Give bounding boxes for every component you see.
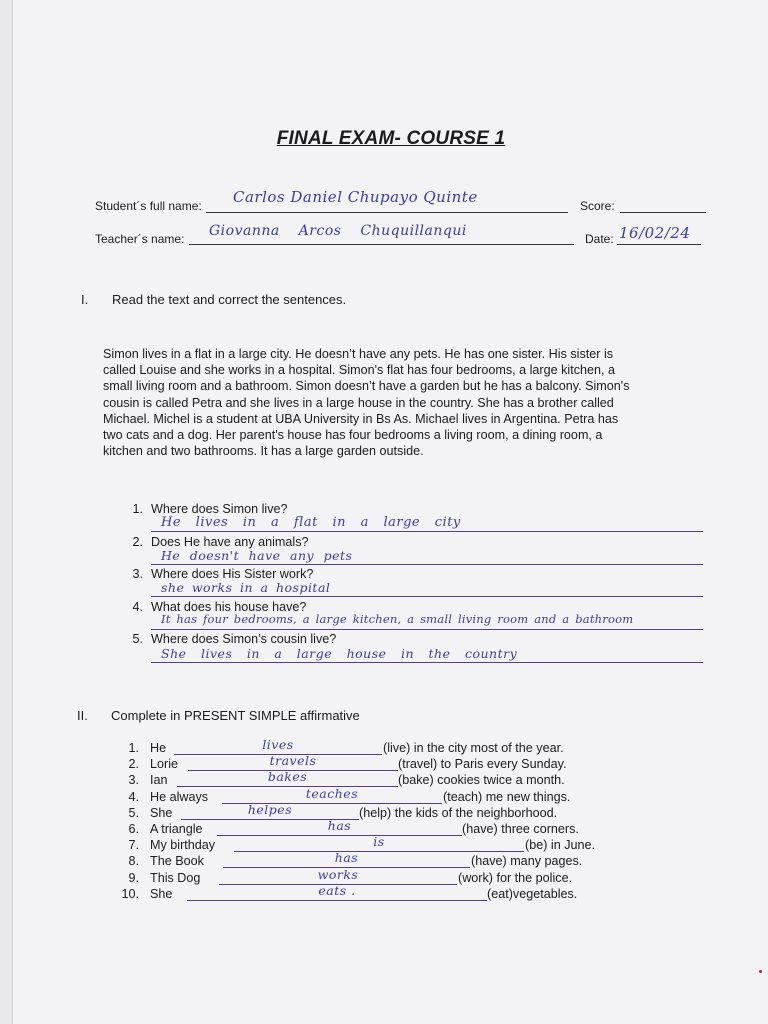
passage-line: Simon lives in a flat in a large city. He doesn’t have any pets. He has one sister. His sister is — [103, 347, 614, 361]
section-2-instruction: Complete in PRESENT SIMPLE affirmative — [111, 708, 360, 723]
exercise-answer: is — [373, 834, 385, 849]
score-line — [620, 198, 706, 213]
reading-passage — [103, 346, 729, 459]
exercise-answer: travels — [269, 753, 317, 768]
teacher-name-value: Giovanna Arcos Chuquillanqui — [209, 223, 467, 239]
date-value: 16/02/24 — [619, 224, 691, 242]
question-1: 1. Where does Simon live? — [132, 502, 288, 516]
question-3: 3. Where does His Sister work? — [132, 567, 314, 581]
section-2-numeral: II. — [77, 708, 88, 723]
answer-5: She lives in a large house in the country — [161, 646, 518, 661]
passage-line: Michael. Michel is a student at UBA University in Bs As. Michael lives in Argentina. Petra has — [103, 411, 619, 426]
student-name-value: Carlos Daniel Chupayo Quinte — [233, 188, 478, 206]
passage-line: kitchen and two bathrooms. It has a large garden outside. — [103, 444, 424, 459]
exercise-answer: lives — [262, 737, 294, 752]
question-2: 2. Does He have any animals? — [132, 535, 309, 549]
date-label: Date: — [585, 232, 614, 246]
section-1-instruction: Read the text and correct the sentences. — [112, 292, 347, 307]
exercise-answer: teaches — [305, 786, 359, 801]
ink-dot — [759, 970, 762, 973]
answer-2: He doesn't have any pets — [161, 548, 353, 563]
passage-line: called Louise and she works in a hospital. Simon's flat has four bedrooms, a large kitchen, a — [103, 363, 616, 378]
answer-3: she works in a hospital — [161, 580, 331, 595]
question-5: 5. Where does Simon’s cousin live? — [132, 632, 337, 646]
question-4: 4. What does his house have? — [132, 600, 307, 614]
answer-1: He lives in a flat in a large city — [161, 515, 461, 530]
exam-title: FINAL EXAM- COURSE 1 — [276, 128, 506, 149]
passage-line: cousin is called Petra and she lives in a large house in the country. She has a brother called — [103, 395, 614, 410]
exercise-answer: works — [317, 867, 359, 882]
score-label: Score: — [580, 199, 615, 213]
exercise-answer: has — [334, 850, 359, 865]
exercise-answer: eats . — [318, 883, 356, 898]
passage-line: small living room and a bathroom. Simon doesn’t have a garden but he has a balcony. Simon's — [103, 379, 630, 394]
teacher-name-label: Teacher´s name: — [95, 232, 185, 246]
passage-line: two cats and a dog. Her parent's house has four bedrooms a living room, a dining room, a — [103, 428, 603, 443]
exercise-answer: bakes — [267, 769, 308, 784]
exercise-answer: helpes — [247, 802, 293, 817]
student-name-label: Student´s full name: — [95, 199, 202, 213]
exam-sheet: FINAL EXAM- COURSE 1 Student´s full name: Carlos Daniel Chupayo Quinte Score: Teacher´s name: Giovanna Arcos Chuquillanqui Date: 16/02/24 I. Read the text and correct the sentences. Simon lives in a flat in a large city. He doesn’t have any pets. He has one sister. His sister is called Louise and she works in a hospital. Simon's flat has four bedrooms, a large kitchen, a small living room and a bathroom. Simon doesn’t have a garden but he has a balcony. Simon's cousin is called Petra and she lives in a large house in the country. She has a brother called Michael. Michel is a student at UBA University in Bs As. Michael lives in Argentina. Petra has two cats and a dog. Her parent's house has four bedrooms a living room, a dining room, a kitchen and two bathrooms. It has a large garden outside. 1. Where does Simon live? He lives in a flat in a large city 2. Does He have any animals? He doesn't have any pets 3. Where does His Sister work? she works in a hospital 4. What does his house have? It has four bedrooms, a large kitchen, a small living room and a bathroom 5. Where does Simon’s cousin live? She lives in a large house in the country II. Complete in PRESENT SIMPLE affirmative 1. He lives (live) in the city most of the year. 2. Lorie travels (travel) to Paris every Sunday. 3. Ian bakes (bake) cookies twice a month. 4. He always teaches (teach) me new things. 5. She helpes (help) the kids of the neighborhood. 6. A triangle has (have) three corners. 7. My birthday is (be) in June. 8. The Book has (have) many pages. 9. This Dog works (work) for the police. 10. She eats . (eat)vegetables. — [12, 0, 768, 1024]
answer-4: It has four bedrooms, a large kitchen, a small living room and a bathroom — [161, 612, 634, 626]
exercise-answer: has — [327, 818, 352, 833]
section-1-numeral: I. — [81, 292, 89, 307]
